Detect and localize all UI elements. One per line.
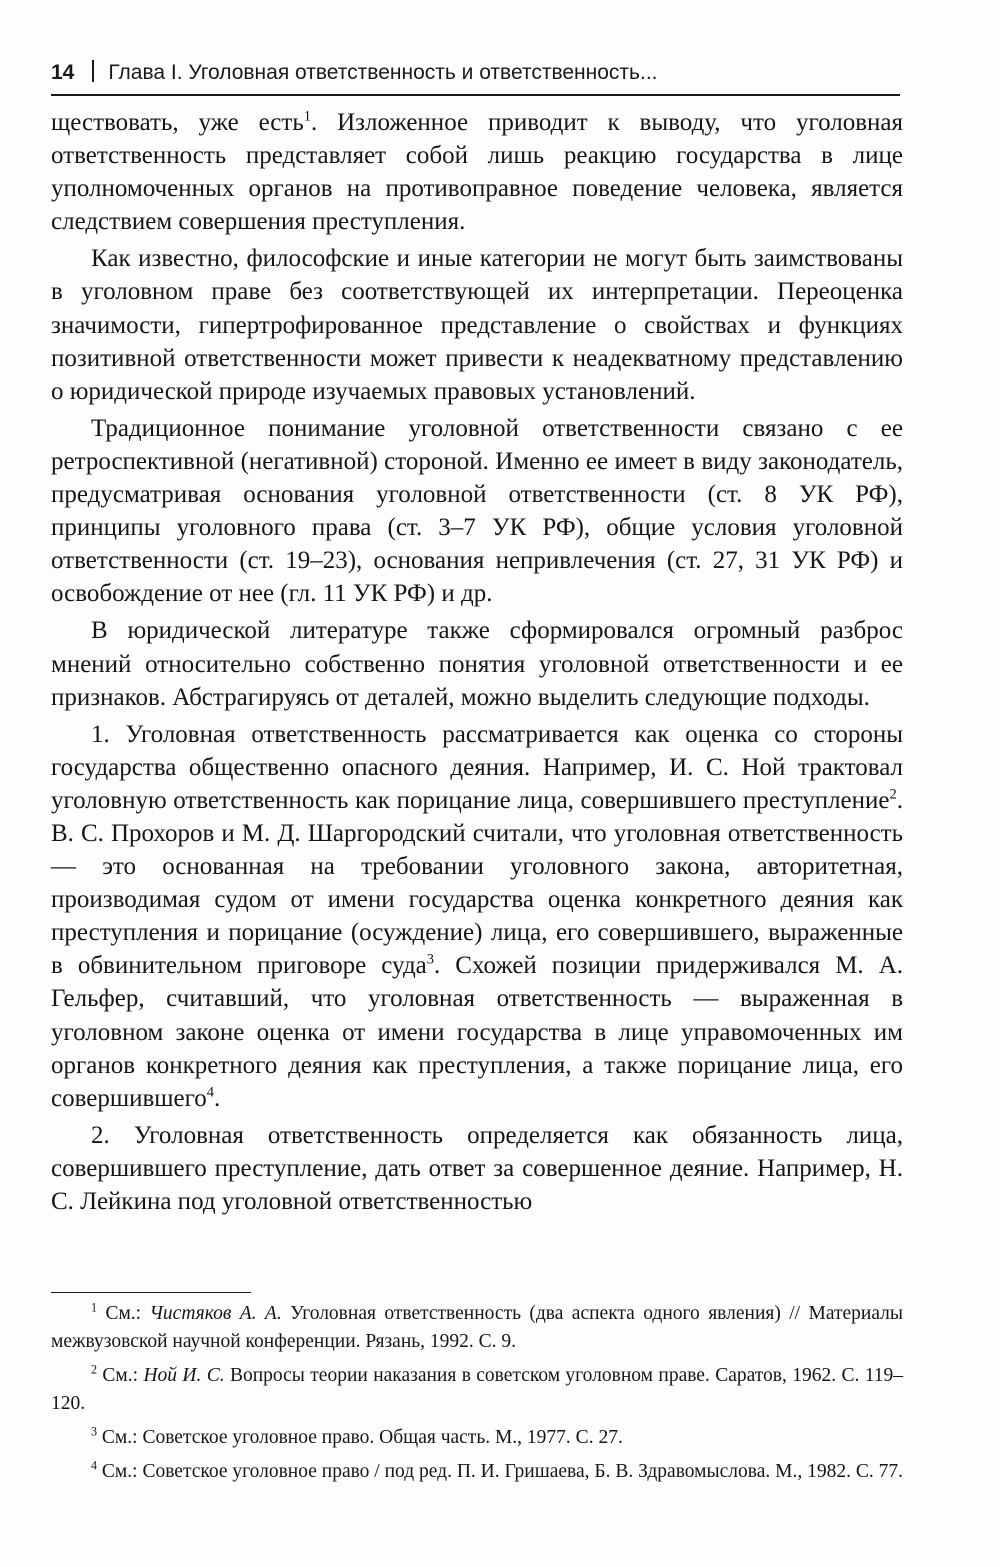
footnote-rule xyxy=(51,1292,251,1293)
footnote-number: 3 xyxy=(91,1424,98,1439)
footnote-ref-3: 3 xyxy=(426,952,435,969)
paragraph-5 xyxy=(51,718,903,1115)
paragraph-1-text-a: ществовать, уже есть xyxy=(51,109,304,136)
footnote-author: Ной И. С. xyxy=(143,1365,225,1386)
footnote-1 xyxy=(51,1300,903,1356)
running-header xyxy=(51,58,900,96)
footnote-prefix: См.: xyxy=(101,1427,143,1448)
footnote-text: Советское уголовное право / под ред. П. И. Гришаева, Б. В. Здравомыслова. М., 1982. С. 77. xyxy=(142,1461,903,1482)
footnotes xyxy=(51,1300,903,1492)
paragraph-1-text-b: . Изложенное приводит к выводу, что уголовная ответственность представляет собой лишь реакцию государства в лице уполномоченных органов на противоправное поведение человека, является следствием совершения преступления. xyxy=(51,109,904,236)
footnote-prefix: См.: xyxy=(102,1365,144,1386)
paragraph-4: В юридической литературе также сформировался огромный разброс мнений относительно собственно понятия уголовной ответственности и ее признаков. Абстрагируясь от деталей, можно выделить следующие подходы. xyxy=(51,617,903,711)
paragraph-6: 2. Уголовная ответственность определяется как обязанность лица, совершившего преступление, дать ответ за совершенное деяние. Например, Н. С. Лейкина под уголовной ответственностью xyxy=(51,1121,903,1215)
footnote-ref-4: 4 xyxy=(206,1084,215,1101)
footnote-text: Уголовная ответственность (два аспекта одного явления) // Материалы межвузовской научной конференции. Рязань, 1992. С. 9. xyxy=(51,1303,903,1352)
footnote-text: Вопросы теории наказания в советском уголовном праве. Саратов, 1962. С. 119–120. xyxy=(51,1365,904,1414)
paragraph-5-text-b: . В. С. Прохоров и М. Д. Шаргородский считали, что уголовная ответственность — это основанная на требовании уголовного закона, авторитетная, производимая судом от имени государства оценка конкретного деяния как преступления и порицание (осуждение) лица, его совершившего, выраженные в обвинительном приговоре суда xyxy=(51,786,903,980)
footnote-text: Советское уголовное право. Общая часть. М., 1977. С. 27. xyxy=(142,1427,623,1448)
header-separator xyxy=(92,60,94,82)
paragraph-5-text-a: 1. Уголовная ответственность рассматривается как оценка со стороны государства общественно опасного деяния. Например, И. С. Ной трактовал уголовную ответственность как порицание лица, совершившего преступление xyxy=(51,720,903,814)
chapter-title: Глава I. Уголовная ответственность и ответственность... xyxy=(108,61,658,84)
footnote-ref-2: 2 xyxy=(889,786,897,803)
main-text xyxy=(51,106,903,1218)
paragraph-5-text-c: . Схожей позиции придерживался М. А. Гельфер, считавший, что уголовная ответственность — выраженная в уголовном законе оценка от имени государства в лице управомоченных им органов конкретного деяния как преступления, а также порицание лица, его совершившего xyxy=(51,952,903,1112)
footnote-number: 4 xyxy=(91,1458,98,1473)
footnote-ref-1: 1 xyxy=(303,108,311,125)
paragraph-3: Традиционное понимание уголовной ответственности связано с ее ретроспективной (негативной) стороной. Именно ее имеет в виду законодатель, предусматривая основания уголовной ответственности (ст. 8 УК РФ), принципы уголовного права (ст. 3–7 УК РФ), общие условия уголовной ответственности (ст. 19–23), основания непривлечения (ст. 27, 31 УК РФ) и освобождение от нее (гл. 11 УК РФ) и др. xyxy=(51,414,903,608)
footnote-author: Чистяков А. А. xyxy=(149,1303,282,1324)
paragraph-2: Как известно, философские и иные категории не могут быть заимствованы в уголовном праве без соответствующей их интерпретации. Переоценка значимости, гипертрофированное представление о свойствах и функциях позитивной ответственности может привести к неадекватному представлению о юридической природе изучаемых правовых установлений. xyxy=(51,245,903,405)
page-number: 14 xyxy=(51,61,75,84)
paragraph-5-text-d: . xyxy=(214,1084,221,1112)
paragraph-1 xyxy=(51,106,903,238)
footnote-3 xyxy=(51,1424,903,1452)
footnote-prefix: См.: xyxy=(105,1303,150,1324)
footnote-prefix: См.: xyxy=(101,1461,143,1482)
footnote-2 xyxy=(51,1362,903,1418)
footnote-number: 1 xyxy=(91,1300,98,1315)
footnote-number: 2 xyxy=(91,1362,98,1377)
footnote-4 xyxy=(51,1458,903,1486)
